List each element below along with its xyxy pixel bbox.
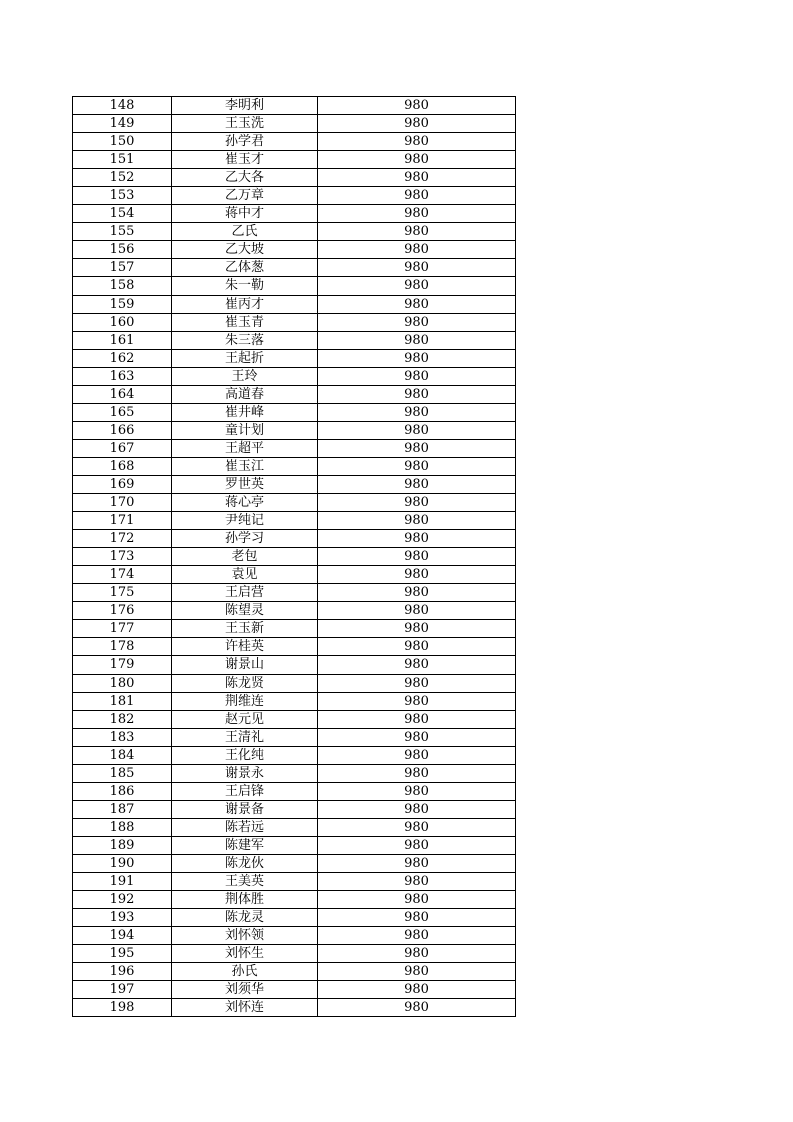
name-cell: 王化纯 — [172, 746, 318, 764]
table-row — [73, 873, 516, 891]
table-row — [73, 241, 516, 259]
row-number-cell: 160 — [73, 313, 172, 331]
table-row — [73, 313, 516, 331]
name-cell: 赵元见 — [172, 710, 318, 728]
table-row — [73, 205, 516, 223]
name-cell: 崔玉青 — [172, 313, 318, 331]
amount-cell: 980 — [318, 475, 516, 493]
name-cell: 刘怀生 — [172, 945, 318, 963]
amount-cell: 980 — [318, 457, 516, 475]
table-row — [73, 115, 516, 133]
table-row — [73, 692, 516, 710]
amount-cell: 980 — [318, 331, 516, 349]
row-number-cell: 152 — [73, 169, 172, 187]
table-row — [73, 764, 516, 782]
name-cell: 崔玉江 — [172, 457, 318, 475]
table-row — [73, 277, 516, 295]
row-number-cell: 174 — [73, 566, 172, 584]
table-row — [73, 367, 516, 385]
row-number-cell: 158 — [73, 277, 172, 295]
row-number-cell: 167 — [73, 439, 172, 457]
amount-cell: 980 — [318, 223, 516, 241]
name-cell: 陈龙灵 — [172, 909, 318, 927]
table-row — [73, 223, 516, 241]
row-number-cell: 196 — [73, 963, 172, 981]
table-row — [73, 331, 516, 349]
row-number-cell: 155 — [73, 223, 172, 241]
row-number-cell: 194 — [73, 927, 172, 945]
amount-cell: 980 — [318, 584, 516, 602]
table-row — [73, 584, 516, 602]
name-cell: 孙学君 — [172, 133, 318, 151]
table-row — [73, 548, 516, 566]
amount-cell: 980 — [318, 710, 516, 728]
table-row — [73, 349, 516, 367]
name-cell: 乙大坡 — [172, 241, 318, 259]
row-number-cell: 153 — [73, 187, 172, 205]
row-number-cell: 179 — [73, 656, 172, 674]
row-number-cell: 162 — [73, 349, 172, 367]
table-row — [73, 945, 516, 963]
amount-cell: 980 — [318, 927, 516, 945]
amount-cell: 980 — [318, 800, 516, 818]
amount-cell: 980 — [318, 602, 516, 620]
row-number-cell: 168 — [73, 457, 172, 475]
table-row — [73, 854, 516, 872]
amount-cell: 980 — [318, 439, 516, 457]
table-row — [73, 836, 516, 854]
data-table — [72, 96, 516, 1017]
table-row — [73, 638, 516, 656]
amount-cell: 980 — [318, 620, 516, 638]
name-cell: 刘怀连 — [172, 999, 318, 1017]
amount-cell: 980 — [318, 169, 516, 187]
table-row — [73, 909, 516, 927]
table-row — [73, 187, 516, 205]
row-number-cell: 161 — [73, 331, 172, 349]
name-cell: 尹纯记 — [172, 512, 318, 530]
amount-cell: 980 — [318, 764, 516, 782]
table-row — [73, 782, 516, 800]
name-cell: 谢景永 — [172, 764, 318, 782]
amount-cell: 980 — [318, 909, 516, 927]
row-number-cell: 184 — [73, 746, 172, 764]
row-number-cell: 165 — [73, 403, 172, 421]
amount-cell: 980 — [318, 151, 516, 169]
amount-cell: 980 — [318, 674, 516, 692]
table-row — [73, 475, 516, 493]
amount-cell: 980 — [318, 818, 516, 836]
amount-cell: 980 — [318, 421, 516, 439]
name-cell: 王美英 — [172, 873, 318, 891]
table-body — [73, 97, 516, 1017]
row-number-cell: 159 — [73, 295, 172, 313]
row-number-cell: 163 — [73, 367, 172, 385]
table-row — [73, 927, 516, 945]
table-row — [73, 494, 516, 512]
row-number-cell: 195 — [73, 945, 172, 963]
name-cell: 王玲 — [172, 367, 318, 385]
table-row — [73, 403, 516, 421]
table-row — [73, 602, 516, 620]
table-row — [73, 800, 516, 818]
name-cell: 罗世英 — [172, 475, 318, 493]
row-number-cell: 175 — [73, 584, 172, 602]
table-row — [73, 295, 516, 313]
table-row — [73, 97, 516, 115]
table-row — [73, 620, 516, 638]
name-cell: 朱三落 — [172, 331, 318, 349]
row-number-cell: 151 — [73, 151, 172, 169]
row-number-cell: 193 — [73, 909, 172, 927]
amount-cell: 980 — [318, 963, 516, 981]
table-row — [73, 530, 516, 548]
row-number-cell: 149 — [73, 115, 172, 133]
amount-cell: 980 — [318, 187, 516, 205]
amount-cell: 980 — [318, 385, 516, 403]
amount-cell: 980 — [318, 854, 516, 872]
name-cell: 陈龙伙 — [172, 854, 318, 872]
name-cell: 崔丙才 — [172, 295, 318, 313]
amount-cell: 980 — [318, 873, 516, 891]
amount-cell: 980 — [318, 277, 516, 295]
name-cell: 崔井峰 — [172, 403, 318, 421]
amount-cell: 980 — [318, 692, 516, 710]
row-number-cell: 178 — [73, 638, 172, 656]
table-row — [73, 656, 516, 674]
table-row — [73, 133, 516, 151]
row-number-cell: 189 — [73, 836, 172, 854]
name-cell: 陈若远 — [172, 818, 318, 836]
table-row — [73, 439, 516, 457]
table-row — [73, 457, 516, 475]
row-number-cell: 190 — [73, 854, 172, 872]
amount-cell: 980 — [318, 133, 516, 151]
row-number-cell: 170 — [73, 494, 172, 512]
amount-cell: 980 — [318, 367, 516, 385]
name-cell: 荆体胜 — [172, 891, 318, 909]
amount-cell: 980 — [318, 836, 516, 854]
table-row — [73, 566, 516, 584]
row-number-cell: 171 — [73, 512, 172, 530]
name-cell: 童计划 — [172, 421, 318, 439]
row-number-cell: 191 — [73, 873, 172, 891]
name-cell: 谢景山 — [172, 656, 318, 674]
name-cell: 朱一勒 — [172, 277, 318, 295]
amount-cell: 980 — [318, 945, 516, 963]
table-row — [73, 999, 516, 1017]
row-number-cell: 181 — [73, 692, 172, 710]
name-cell: 高道春 — [172, 385, 318, 403]
amount-cell: 980 — [318, 97, 516, 115]
name-cell: 王起折 — [172, 349, 318, 367]
table-row — [73, 259, 516, 277]
table-row — [73, 674, 516, 692]
table-row — [73, 746, 516, 764]
name-cell: 乙体葱 — [172, 259, 318, 277]
amount-cell: 980 — [318, 981, 516, 999]
row-number-cell: 177 — [73, 620, 172, 638]
row-number-cell: 154 — [73, 205, 172, 223]
amount-cell: 980 — [318, 403, 516, 421]
table-row — [73, 169, 516, 187]
name-cell: 王清礼 — [172, 728, 318, 746]
amount-cell: 980 — [318, 530, 516, 548]
amount-cell: 980 — [318, 115, 516, 133]
row-number-cell: 198 — [73, 999, 172, 1017]
amount-cell: 980 — [318, 638, 516, 656]
row-number-cell: 192 — [73, 891, 172, 909]
name-cell: 李明利 — [172, 97, 318, 115]
name-cell: 王超平 — [172, 439, 318, 457]
amount-cell: 980 — [318, 313, 516, 331]
row-number-cell: 188 — [73, 818, 172, 836]
amount-cell: 980 — [318, 494, 516, 512]
row-number-cell: 176 — [73, 602, 172, 620]
row-number-cell: 182 — [73, 710, 172, 728]
row-number-cell: 150 — [73, 133, 172, 151]
name-cell: 孙学习 — [172, 530, 318, 548]
amount-cell: 980 — [318, 205, 516, 223]
name-cell: 乙氏 — [172, 223, 318, 241]
name-cell: 刘须华 — [172, 981, 318, 999]
row-number-cell: 180 — [73, 674, 172, 692]
name-cell: 老包 — [172, 548, 318, 566]
table-row — [73, 963, 516, 981]
amount-cell: 980 — [318, 241, 516, 259]
amount-cell: 980 — [318, 512, 516, 530]
amount-cell: 980 — [318, 746, 516, 764]
row-number-cell: 164 — [73, 385, 172, 403]
name-cell: 王玉新 — [172, 620, 318, 638]
amount-cell: 980 — [318, 566, 516, 584]
amount-cell: 980 — [318, 548, 516, 566]
name-cell: 孙氏 — [172, 963, 318, 981]
row-number-cell: 148 — [73, 97, 172, 115]
name-cell: 王启锋 — [172, 782, 318, 800]
table-row — [73, 385, 516, 403]
row-number-cell: 173 — [73, 548, 172, 566]
amount-cell: 980 — [318, 295, 516, 313]
row-number-cell: 169 — [73, 475, 172, 493]
row-number-cell: 156 — [73, 241, 172, 259]
amount-cell: 980 — [318, 259, 516, 277]
name-cell: 陈建军 — [172, 836, 318, 854]
name-cell: 王玉洗 — [172, 115, 318, 133]
name-cell: 王启营 — [172, 584, 318, 602]
name-cell: 刘怀领 — [172, 927, 318, 945]
table-row — [73, 151, 516, 169]
row-number-cell: 186 — [73, 782, 172, 800]
amount-cell: 980 — [318, 349, 516, 367]
row-number-cell: 197 — [73, 981, 172, 999]
name-cell: 乙大各 — [172, 169, 318, 187]
amount-cell: 980 — [318, 999, 516, 1017]
amount-cell: 980 — [318, 656, 516, 674]
amount-cell: 980 — [318, 782, 516, 800]
table-row — [73, 818, 516, 836]
table-row — [73, 710, 516, 728]
name-cell: 乙万章 — [172, 187, 318, 205]
table-row — [73, 891, 516, 909]
table-row — [73, 728, 516, 746]
table-row — [73, 421, 516, 439]
name-cell: 陈龙贤 — [172, 674, 318, 692]
name-cell: 袁见 — [172, 566, 318, 584]
row-number-cell: 183 — [73, 728, 172, 746]
name-cell: 许桂英 — [172, 638, 318, 656]
name-cell: 荆维连 — [172, 692, 318, 710]
name-cell: 陈望灵 — [172, 602, 318, 620]
name-cell: 谢景备 — [172, 800, 318, 818]
name-cell: 蒋中才 — [172, 205, 318, 223]
amount-cell: 980 — [318, 728, 516, 746]
table-row — [73, 512, 516, 530]
name-cell: 崔玉才 — [172, 151, 318, 169]
table-row — [73, 981, 516, 999]
row-number-cell: 187 — [73, 800, 172, 818]
name-cell: 蒋心亭 — [172, 494, 318, 512]
row-number-cell: 157 — [73, 259, 172, 277]
row-number-cell: 172 — [73, 530, 172, 548]
row-number-cell: 185 — [73, 764, 172, 782]
amount-cell: 980 — [318, 891, 516, 909]
row-number-cell: 166 — [73, 421, 172, 439]
